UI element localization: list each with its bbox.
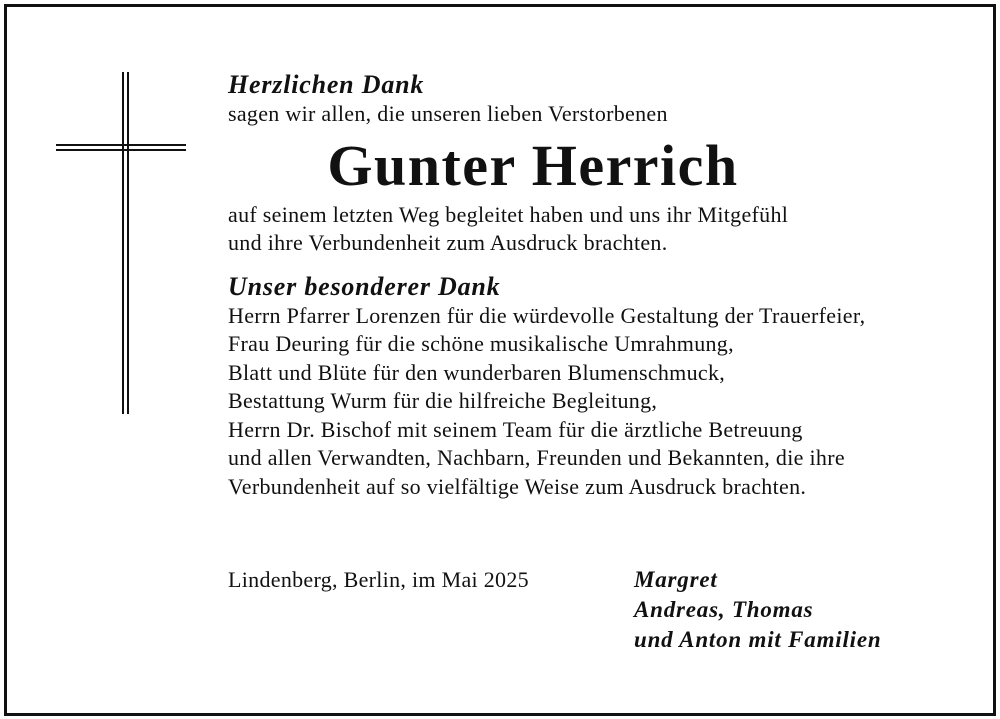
special-thanks-line: Frau Deuring für die schöne musikalische Umrahmung, [228, 331, 734, 356]
notice-content [228, 70, 958, 501]
special-thanks-line: Herrn Dr. Bischof mit seinem Team für die ärztliche Betreuung [228, 416, 803, 442]
special-thanks-line: Verbundenheit auf so vielfältige Weise zum Ausdruck brachten. [228, 473, 807, 499]
signer-line: Andreas, Thomas [634, 597, 814, 622]
deceased-name: Gunter Herrich [327, 132, 739, 198]
body-line: auf seinem letzten Weg begleitet haben und uns ihr Mitgefühl [228, 201, 789, 227]
thanks-heading: Herzlichen Dank [228, 70, 425, 99]
special-thanks-line: Bestattung Wurm für die hilfreiche Begleitung, [228, 388, 658, 413]
cross-horizontal-line [56, 149, 186, 151]
place-date: Lindenberg, Berlin, im Mai 2025 [228, 567, 529, 592]
special-thanks-heading: Unser besonderer Dank [228, 271, 501, 301]
intro-line: sagen wir allen, die unseren lieben Verstorbenen [228, 101, 668, 126]
special-thanks-line: Blatt und Blüte für den wunderbaren Blumenschmuck, [228, 359, 726, 385]
signer-line: und Anton mit Familien [634, 627, 882, 652]
signer-line: Margret [634, 567, 718, 592]
cross-horizontal-line [56, 144, 186, 146]
special-thanks-line: Herrn Pfarrer Lorenzen für die würdevolle Gestaltung der Trauerfeier, [228, 302, 866, 328]
cross-icon [56, 72, 186, 414]
body-line: und ihre Verbundenheit zum Ausdruck brachten. [228, 230, 668, 255]
signers [634, 565, 881, 655]
special-thanks-line: und allen Verwandten, Nachbarn, Freunden und Bekannten, die ihre [228, 445, 845, 470]
cross-vertical-line [127, 72, 129, 414]
cross-vertical-line [122, 72, 124, 414]
